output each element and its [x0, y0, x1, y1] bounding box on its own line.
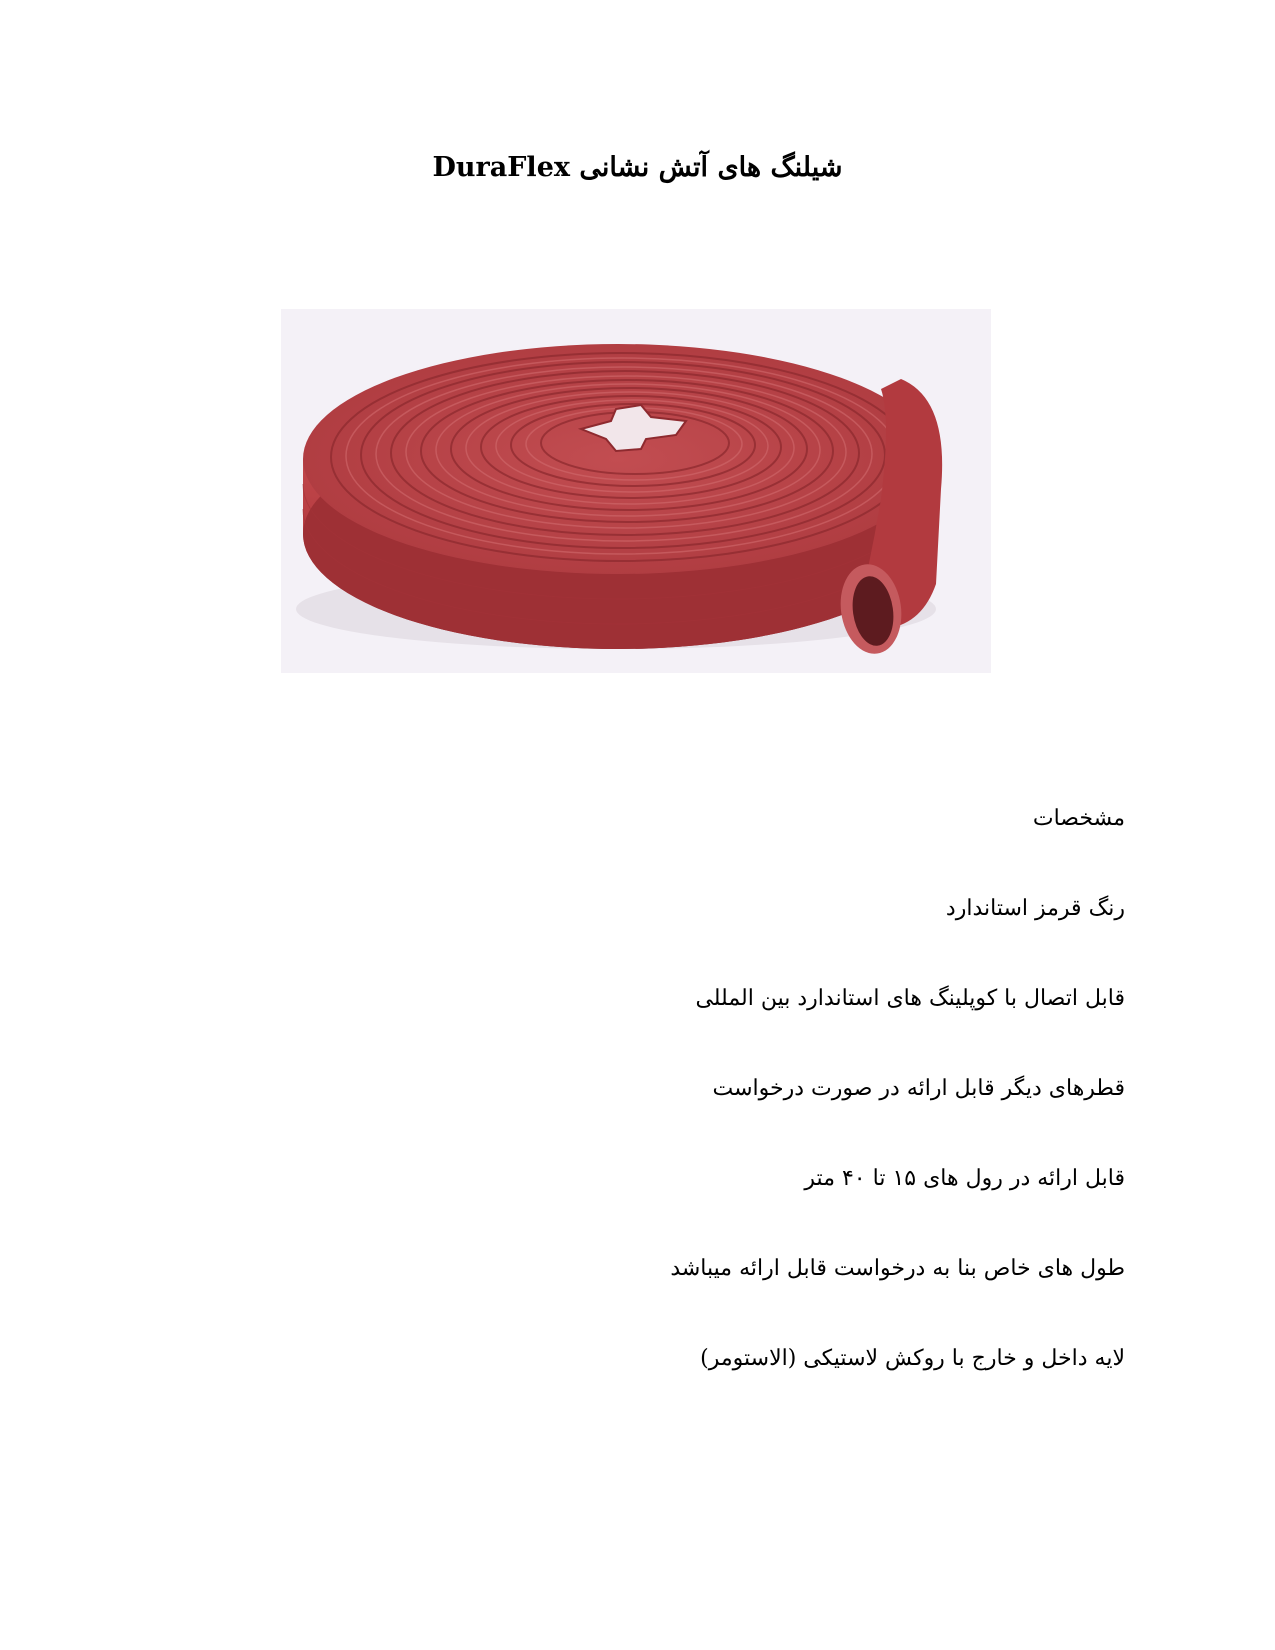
specs-heading: مشخصات: [1032, 806, 1125, 831]
spec-item: طول های خاص بنا به درخواست قابل ارائه میباشد: [670, 1256, 1125, 1281]
spec-item: قابل ارائه در رول های ۱۵ تا ۴۰ متر: [804, 1166, 1125, 1191]
fire-hose-photo: [281, 309, 991, 673]
specs-list: [425, 804, 1125, 1434]
spec-item: رنگ قرمز استاندارد: [945, 896, 1125, 921]
page-title: شیلنگ های آتش نشانی DuraFlex: [432, 152, 843, 183]
spec-item: قطرهای دیگر قابل ارائه در صورت درخواست: [712, 1076, 1125, 1101]
spec-item: قابل اتصال با کوپلینگ های استاندارد بین المللی: [695, 986, 1125, 1011]
spec-item: لایه داخل و خارج با روکش لاستیکی (الاستومر): [700, 1346, 1125, 1371]
